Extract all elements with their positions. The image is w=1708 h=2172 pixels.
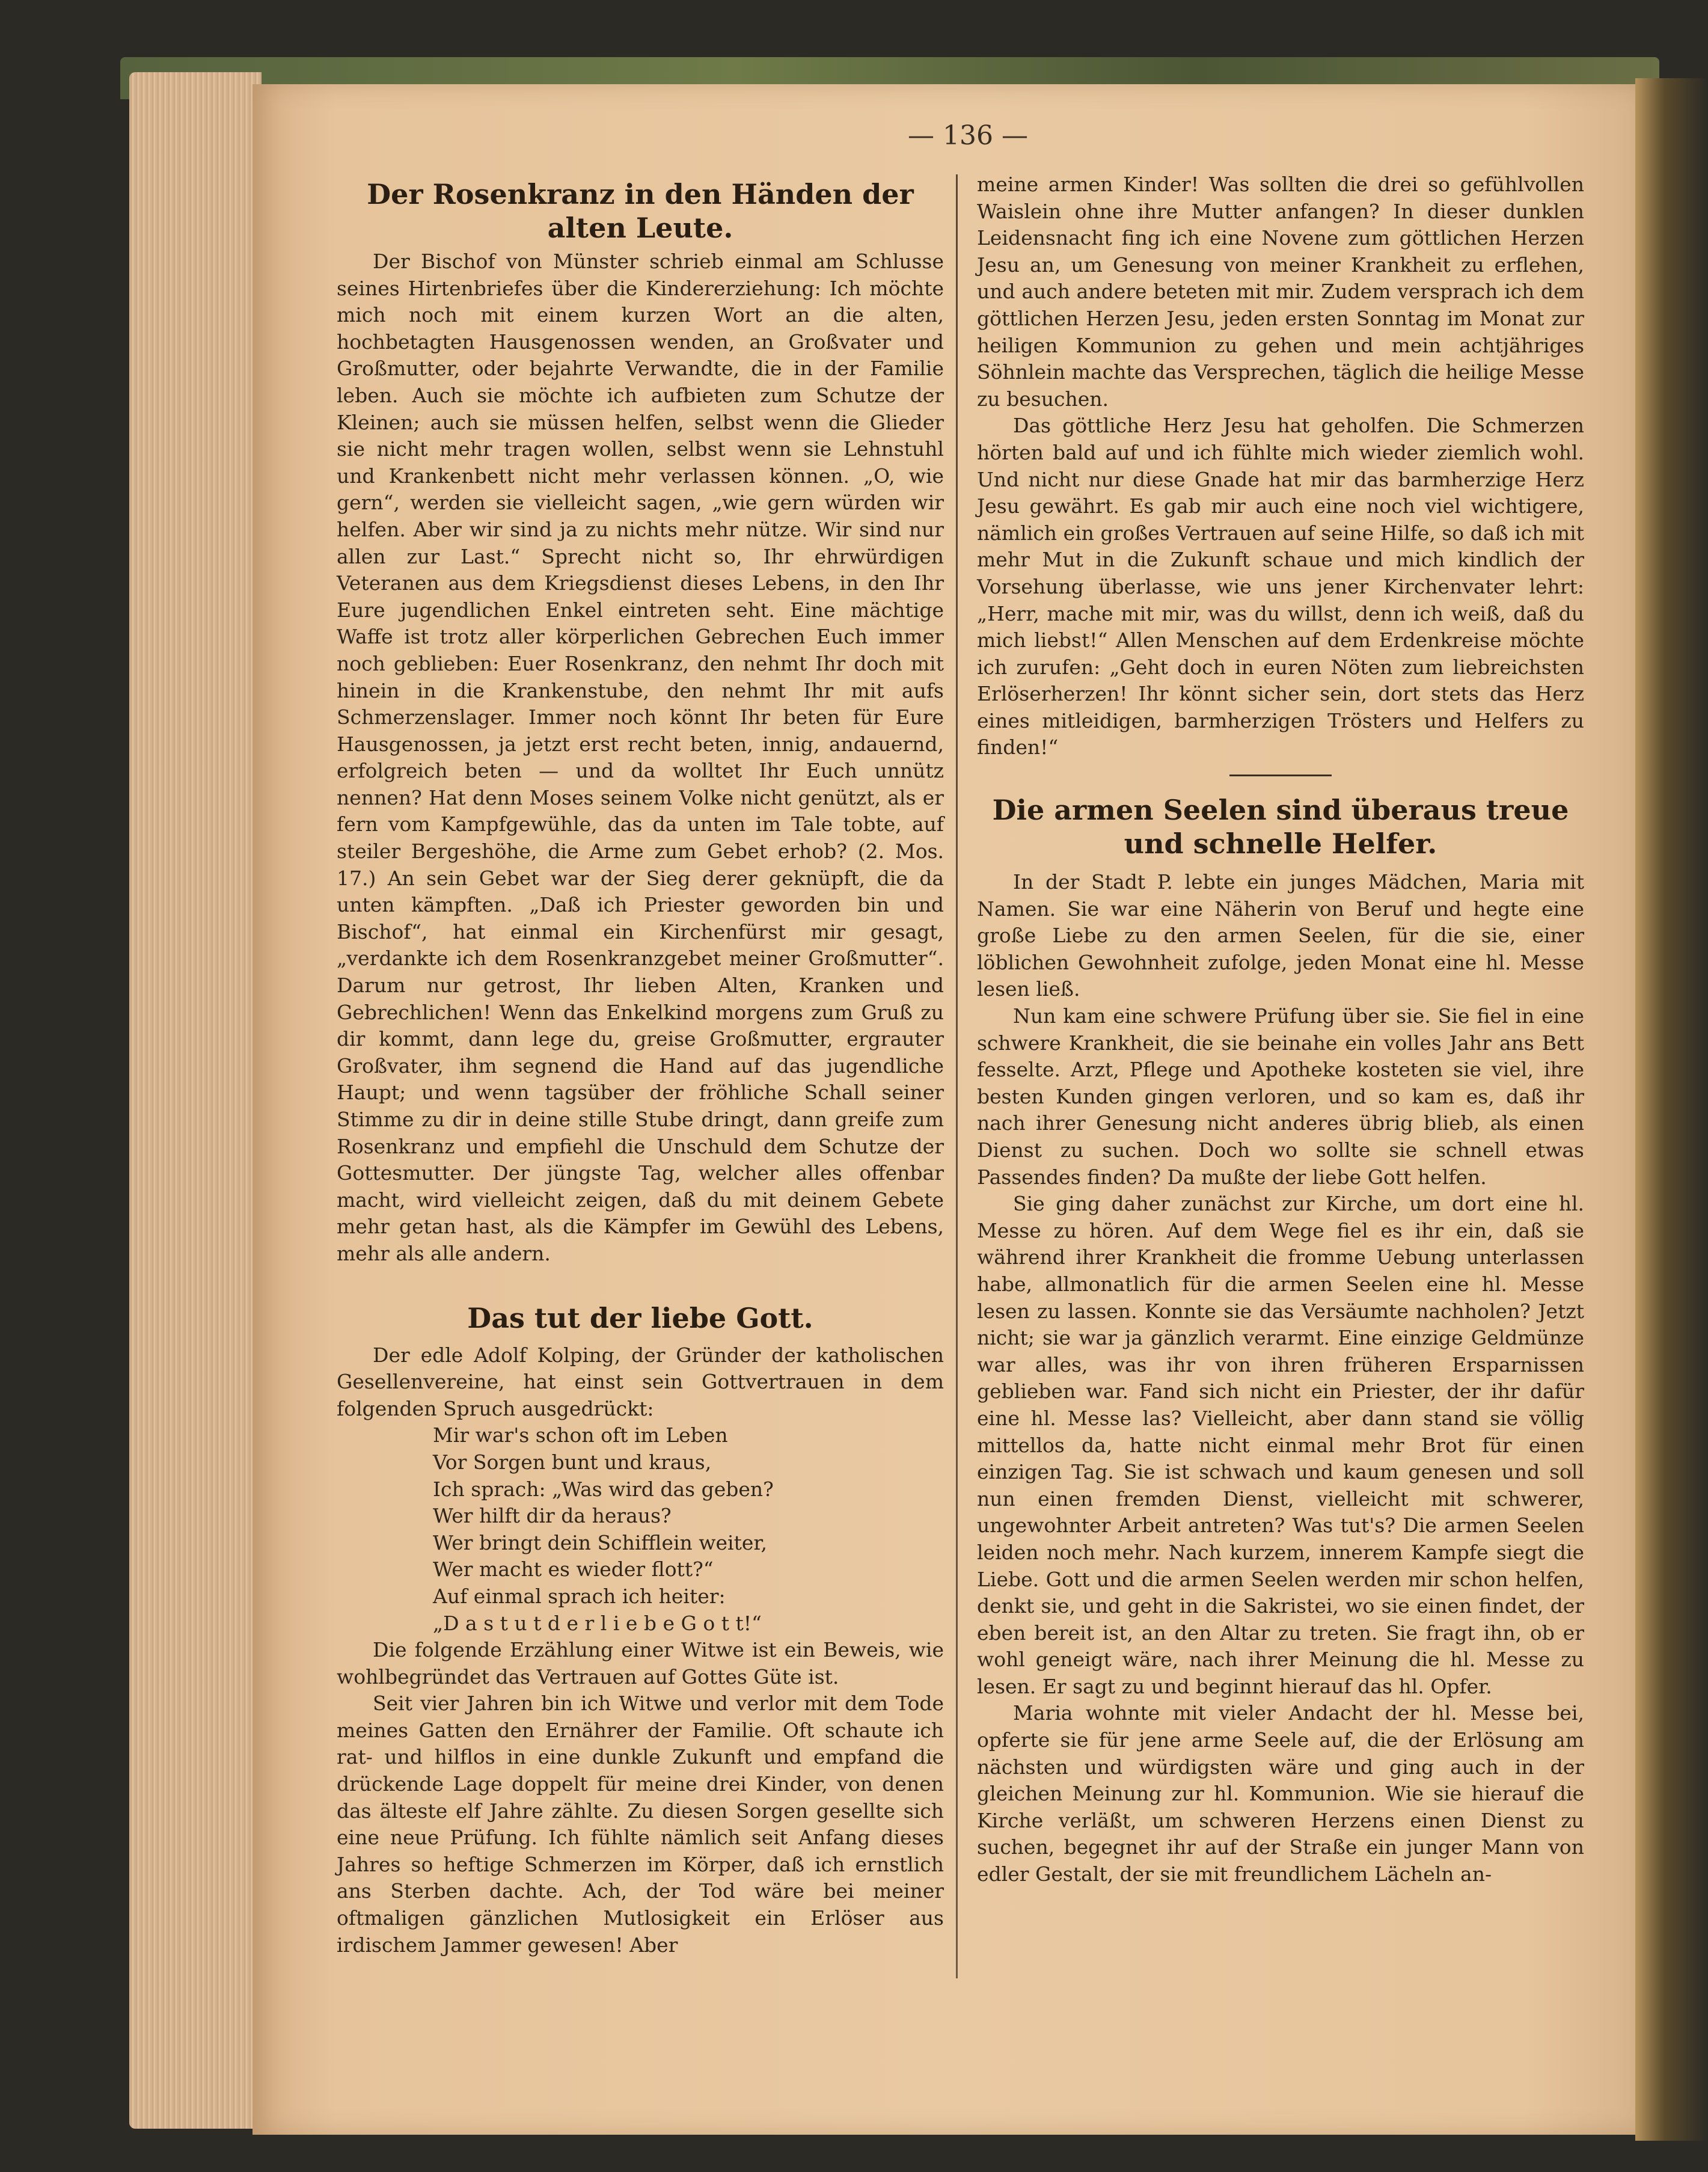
article-paragraph: Maria wohnte mit vieler Andacht der hl. Messe bei, opferte sie für jene arme Seele auf, die der Erlösung am nächsten und würdigsten wäre und ging auch in der gleichen Meinung zur hl. Kommunion. Wie sie hierauf die Kirche verläßt, um schweren Herzens einen Dienst zu suchen, begegnet ihr auf der Straße ein junger Mann von edler Gestalt, der sie mit freundlichem Lächeln an- [977,1701,1584,1886]
article-paragraph: Sie ging daher zunächst zur Kirche, um dort eine hl. Messe zu hören. Auf dem Wege fiel es ihr ein, daß sie während ihrer Krankheit die fromme Uebung unterlassen habe, allmonatlich für die armen Seelen eine hl. Messe lesen zu lassen. Konnte sie das Versäumte nachholen? Jetzt nicht; sie war ja gänzlich verarmt. Eine einzige Geldmünze war alles, was ihr von ihren früheren Ersparnissen geblieben war. Fand sich nicht ein Priester, der ihr dafür eine hl. Messe las? Vielleicht, aber dann stand sie völlig mittellos da, hatte nicht einmal mehr Brot für einen einzigen Tag. Sie ist schwach und kaum genesen und soll nun einen fremden Dienst, vielleicht mit schwerer, ungewohnter Arbeit antreten? Was tut's? Die armen Seelen leiden noch mehr. Nach kurzem, innerem Kampfe siegt die Liebe. Gott und die armen Seelen werden mir schon helfen, denkt sie, und geht in die Sakristei, wo sie einen findet, der eben bereit ist, an den Altar zu treten. Sie fragt ihn, ob er wohl geneigt wäre, nach ihrer Meinung die hl. Messe zu lesen. Er sagt zu und beginnt hierauf das hl. Opfer. [977,1192,1584,1698]
article-title-rosenkranz: Der Rosenkranz in den Händen der alten Leute. [367,178,914,244]
article-title-lieber-gott: Das tut der liebe Gott. [467,1301,813,1334]
article-paragraph: meine armen Kinder! Was sollten die drei so gefühlvollen Waislein ohne ihre Mutter anfangen? In dieser dunklen Leidensnacht fing ich eine Novene zum göttlichen Herzen Jesu an, um Genesung von meiner Krankheit zu erflehen, und auch andere beteten mit mir. Zudem versprach ich dem göttlichen Herzen Jesu, jeden ersten Sonntag im Monat zur heiligen Kommunion zu gehen und mein achtjähriges Söhnlein machte das Versprechen, täglich die heilige Messe zu besuchen. [977,173,1584,411]
kolping-poem [433,1422,944,1637]
right-column [977,171,1584,1888]
poem-line: Wer bringt dein Schifflein weiter, [433,1530,768,1554]
section-rule [1229,775,1332,776]
poem-line: Ich sprach: „Was wird das geben? [433,1477,774,1501]
poem-line: Vor Sorgen bunt und kraus, [433,1450,712,1474]
page-edges [129,72,262,2129]
poem-line: „D a s t u t d e r l i e b e G o t t!“ [433,1611,762,1635]
poem-line: Wer macht es wieder flott?“ [433,1557,714,1581]
article-paragraph: Seit vier Jahren bin ich Witwe und verlor mit dem Tode meines Gatten den Ernährer der Familie. Oft schaute ich rat- und hilflos in eine dunkle Zukunft und empfand die drückende Lage doppelt für meine drei Kinder, von denen das älteste elf Jahre zählte. Zu diesen Sorgen gesellte sich eine neue Prüfung. Ich fühlte nämlich seit Anfang dieses Jahres so heftige Schmerzen im Körper, daß ich ernstlich ans Sterben dachte. Ach, der Tod wäre bei meiner oftmaligen gänzlichen Mutlosigkeit ein Erlöser aus irdischem Jammer gewesen! Aber [337,1692,944,1957]
article-paragraph: Der Bischof von Münster schrieb einmal am Schlusse seines Hirtenbriefes über die Kindererziehung: Ich möchte mich noch mit einem kurzen Wort an die alten, hochbetagten Hausgenossen wenden, an Großvater und Großmutter, oder bejahrte Verwandte, die in der Familie leben. Auch sie möchte ich aufbieten zum Schutze der Kleinen; auch sie müssen helfen, selbst wenn die Glieder sie nicht mehr tragen wollen, selbst wenn sie Lehnstuhl und Krankenbett nicht mehr verlassen können. „O, wie gern“, werden sie vielleicht sagen, „wie gern würden wir helfen. Aber wir sind ja zu nichts mehr nütze. Wir sind nur allen zur Last.“ Sprecht nicht so, Ihr ehrwürdigen Veteranen aus dem Kriegsdienst dieses Lebens, in den Ihr Eure jugendlichen Enkel eintreten seht. Eine mächtige Waffe ist trotz aller körperlichen Gebrechen Euch immer noch geblieben: Euer Rosenkranz, den nehmt Ihr doch mit hinein in die Krankenstube, den nehmt Ihr mit aufs Schmerzenslager. Immer noch könnt Ihr beten für Eure Hausgenossen, ja jetzt erst recht beten, innig, andauernd, erfolgreich beten — und da wolltet Ihr Euch unnütz nennen? Hat denn Moses seinem Volke nicht genützt, als er fern vom Kampfgewühle, das da unten im Tale tobte, auf steiler Bergeshöhe, die Arme zum Gebet erhob? (2. Mos. 17.) An sein Gebet war der Sieg derer geknüpft, die da unten kämpften. „Daß ich Priester geworden bin und Bischof“, hat einmal ein Kirchenfürst mir gesagt, „verdankte ich dem Rosenkranzgebet meiner Großmutter“. Darum nur getrost, Ihr lieben Alten, Kranken und Gebrechlichen! Wenn das Enkelkind morgens zum Gruß zu dir kommt, dann lege du, greise Großmutter, ergrauter Großvater, ihm segnend die Hand auf das jugendliche Haupt; und wenn tagsüber der fröhliche Schall seiner Stimme zu dir in deine stille Stube dringt, dann greife zum Rosenkranz und empfiehl die Unschuld dem Schutze der Gottesmutter. Der jüngste Tag, welcher alles offenbar macht, wird vielleicht zeigen, daß du mit deinem Gebete mehr getan hast, als die Kämpfer im Gewühl des Lebens, mehr als alle andern. [337,250,944,1265]
article-paragraph: Das göttliche Herz Jesu hat geholfen. Die Schmerzen hörten bald auf und ich fühlte mich wieder ziemlich wohl. Und nicht nur diese Gnade hat mir das barmherzige Herz Jesu gewährt. Es gab mir auch eine noch viel wichtigere, nämlich ein großes Vertrauen auf seine Hilfe, so daß ich mit mehr Mut in die Zukunft schaue und mich kindlich der Vorsehung überlasse, wie uns jener Kirchenvater lehrt: „Herr, mache mit mir, was du willst, denn ich weiß, daß du mich liebst!“ Allen Menschen auf dem Erdenkreise möchte ich zurufen: „Geht doch in euren Nöten zum liebreichsten Erlöserherzen! Ihr könnt sicher sein, dort stets das Herz eines mitleidigen, barmherzigen Trösters und Helfers zu finden!“ [977,414,1584,759]
article-title-arme-seelen: Die armen Seelen sind überaus treue und schnelle Helfer. [992,794,1569,861]
book-spine-shadow [1635,78,1708,2141]
poem-line: Wer hilft dir da heraus? [433,1504,672,1528]
article-paragraph: Die folgende Erzählung einer Witwe ist ein Beweis, wie wohlbegründet das Vertrauen auf Gottes Güte ist. [337,1638,944,1689]
article-paragraph: Nun kam eine schwere Prüfung über sie. Sie fiel in eine schwere Krankheit, die sie beinahe ein volles Jahr ans Bett fesselte. Arzt, Pflege und Apotheke kosteten sie viel, ihre besten Kunden gingen verloren, und so kam es, daß ihr nach ihrer Genesung nicht anderes übrig blieb, als einen Dienst zu suchen. Doch wo sollte sie schnell etwas Passendes finden? Da mußte der liebe Gott helfen. [977,1004,1584,1189]
article-paragraph: In der Stadt P. lebte ein junges Mädchen, Maria mit Namen. Sie war eine Näherin von Beruf und hegte eine große Liebe zu den armen Seelen, für die sie, einer löblichen Gewohnheit zufolge, jeden Monat eine hl. Messe lesen ließ. [977,870,1584,1001]
poem-line: Auf einmal sprach ich heiter: [433,1584,726,1608]
left-column [337,177,944,1959]
poem-line: Mir war's schon oft im Leben [433,1423,728,1447]
page-number: — 136 — [908,120,1028,151]
article-paragraph: Der edle Adolf Kolping, der Gründer der katholischen Gesellenvereine, hat einst sein Gottvertrauen in dem folgenden Spruch ausgedrückt: [337,1343,944,1420]
column-divider [956,174,958,1978]
